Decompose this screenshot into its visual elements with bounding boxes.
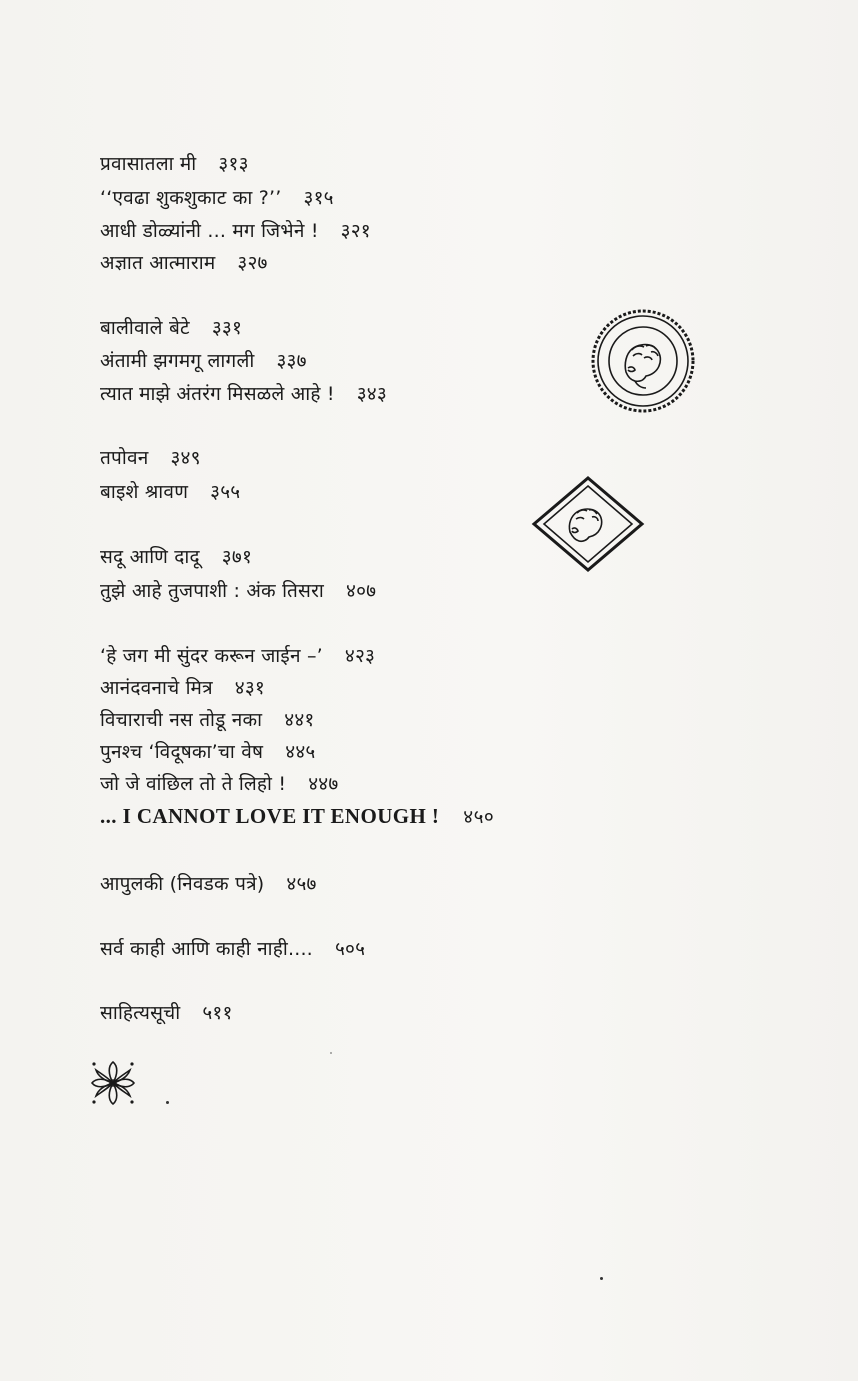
toc-entry-title: विचाराची नस तोडू नका <box>100 709 263 731</box>
toc-entry-page: ४४५ <box>285 741 316 763</box>
toc-entry <box>100 152 249 176</box>
toc-entry <box>100 804 494 829</box>
toc-entry <box>100 708 314 732</box>
toc-entry <box>100 644 375 668</box>
speck <box>600 1277 603 1280</box>
toc-entry-title: प्रवासातला मी <box>100 153 197 175</box>
toc-entry <box>100 1001 233 1025</box>
toc-entry-page: ३३७ <box>276 350 307 372</box>
flower-ornament-icon <box>88 1058 138 1108</box>
toc-entry-page: ३४९ <box>170 447 201 469</box>
toc-entry-title: ‘हे जग मी सुंदर करून जाईन –’ <box>100 645 323 667</box>
toc-entry-page: ३५५ <box>210 481 241 503</box>
toc-entry-title: ... I CANNOT LOVE IT ENOUGH ! <box>100 804 440 828</box>
toc-entry-title: साहित्यसूची <box>100 1002 181 1024</box>
toc-entry-page: ३१३ <box>218 153 249 175</box>
round-coin-emblem-icon <box>588 306 698 416</box>
toc-entry <box>100 186 334 210</box>
speck <box>166 1101 169 1104</box>
toc-entry <box>100 316 242 340</box>
toc-entry-page: ५११ <box>202 1002 233 1024</box>
toc-entry-page: ३४३ <box>356 383 387 405</box>
toc-entry-page: ३१५ <box>303 187 334 209</box>
toc-entry-title: सदू आणि दादू <box>100 546 200 568</box>
toc-entry <box>100 219 371 243</box>
toc-entry <box>100 937 365 961</box>
toc-entry <box>100 740 316 764</box>
toc-entry-page: ३२१ <box>340 220 371 242</box>
toc-entry-page: ४४१ <box>284 709 315 731</box>
toc-entry-title: तपोवन <box>100 447 149 469</box>
toc-entry-title: अज्ञात आत्माराम <box>100 252 216 274</box>
toc-entry-title: तुझे आहे तुजपाशी : अंक तिसरा <box>100 580 324 602</box>
toc-entry <box>100 446 201 470</box>
diamond-coin-emblem-icon <box>530 474 646 574</box>
toc-entry-title: बालीवाले बेटे <box>100 317 190 339</box>
toc-entry <box>100 251 268 275</box>
toc-entry-title: ‘‘एवढा शुकशुकाट का ?’’ <box>100 187 282 209</box>
toc-entry-page: ३७१ <box>221 546 253 568</box>
toc-entry-page: ४२३ <box>344 645 376 667</box>
toc-entry <box>100 772 338 796</box>
toc-entry <box>100 545 252 569</box>
toc-entry-page: ४५० <box>463 806 495 828</box>
toc-entry-page: ५०५ <box>334 938 366 960</box>
toc-entry-title: अंतामी झगमगू लागली <box>100 350 255 372</box>
toc-entry <box>100 872 317 896</box>
toc-entry <box>100 579 376 603</box>
toc-entry-title: पुनश्च ‘विदूषका’चा वेष <box>100 741 264 763</box>
toc-entry-page: ४३१ <box>234 677 266 699</box>
toc-entry <box>100 676 265 700</box>
toc-entry-page: ३३१ <box>211 317 243 339</box>
toc-entry <box>100 349 307 373</box>
toc-entry-title: आपुलकी (निवडक पत्रे) <box>100 873 265 895</box>
toc-entry <box>100 480 240 504</box>
toc-entry-page: ४४७ <box>308 773 339 795</box>
toc-entry-title: आनंदवनाचे मित्र <box>100 677 213 699</box>
toc-entry-title: त्यात माझे अंतरंग मिसळले आहे ! <box>100 383 335 405</box>
speck <box>330 1052 332 1054</box>
toc-entry-title: आधी डोळ्यांनी ... मग जिभेने ! <box>100 220 319 242</box>
toc-entry-page: ४५७ <box>286 873 317 895</box>
toc-entry <box>100 382 387 406</box>
toc-entry-title: जो जे वांछिल तो ते लिहो ! <box>100 773 287 795</box>
toc-entry-page: ३२७ <box>237 252 268 274</box>
toc-entry-page: ४०७ <box>345 580 377 602</box>
toc-entry-title: सर्व काही आणि काही नाही.... <box>100 938 313 960</box>
toc-entry-title: बाइशे श्रावण <box>100 481 189 503</box>
